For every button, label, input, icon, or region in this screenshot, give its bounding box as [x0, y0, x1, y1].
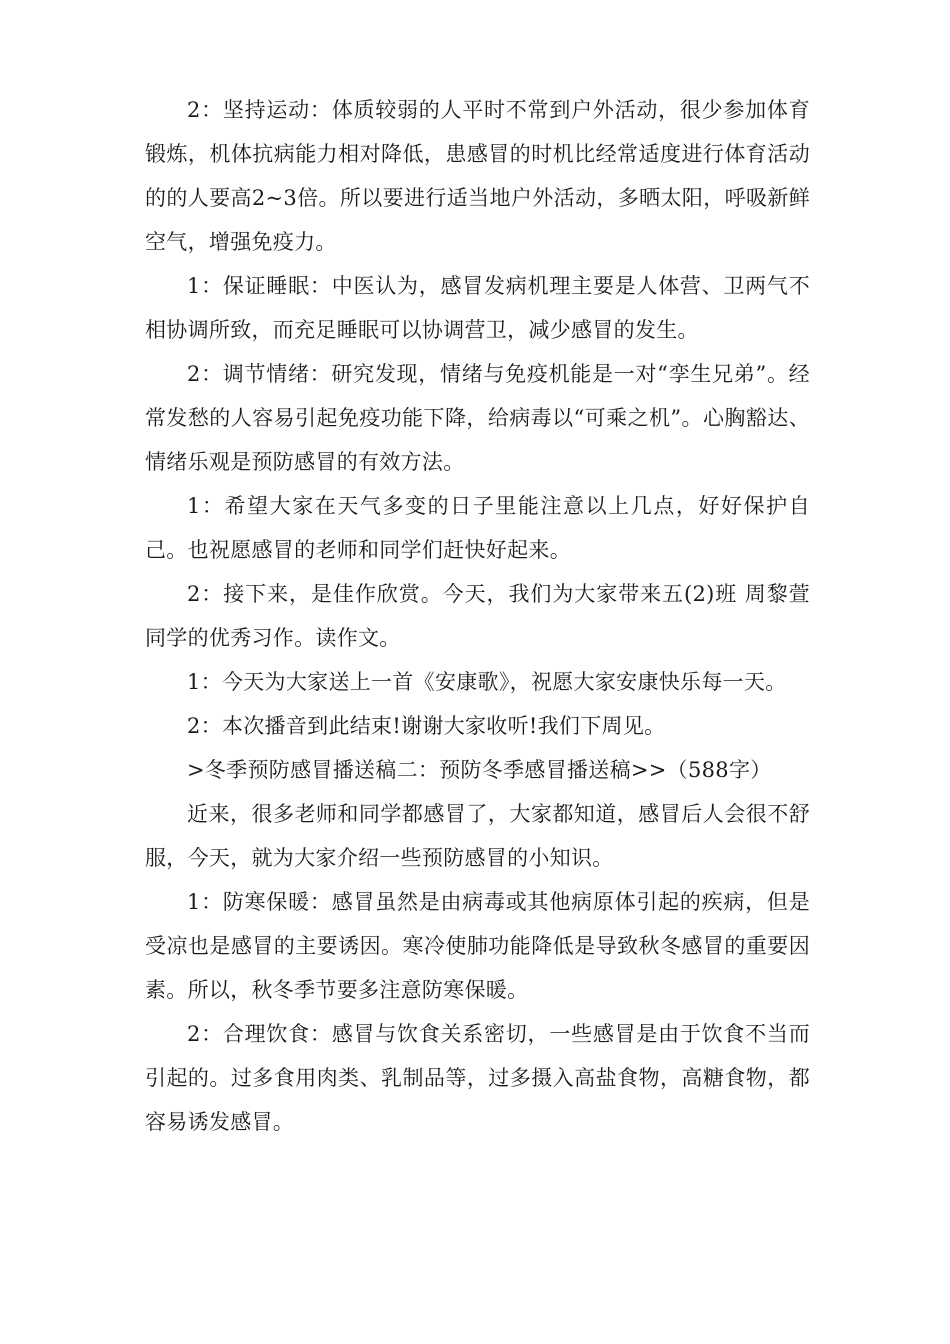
paragraph-wishes: 1：希望大家在天气多变的日子里能注意以上几点，好好保护自己。也祝愿感冒的老师和同学们赶快好起来。	[145, 494, 810, 562]
document-body	[145, 88, 810, 1144]
paragraph-song: 1：今天为大家送上一首《安康歌》，祝愿大家安康快乐每一天。	[187, 670, 787, 694]
paragraph-exercise: 2：坚持运动：体质较弱的人平时不常到户外活动，很少参加体育锻炼，机体抗病能力相对降低，患感冒的时机比经常适度进行体育活动的的人要高2~3倍。所以要进行适当地户外活动，多晒太阳，呼吸新鲜空气，增强免疫力。	[145, 98, 810, 254]
paragraph-diet: 2：合理饮食：感冒与饮食关系密切，一些感冒是由于饮食不当而引起的。过多食用肉类、乳制品等，过多摄入高盐食物，高糖食物，都容易诱发感冒。	[145, 1022, 810, 1134]
paragraph-keep-warm: 1：防寒保暖：感冒虽然是由病毒或其他病原体引起的疾病，但是受凉也是感冒的主要诱因。寒冷使肺功能降低是导致秋冬感冒的重要因素。所以，秋冬季节要多注意防寒保暖。	[145, 890, 810, 1002]
paragraph-emotion: 2：调节情绪：研究发现，情绪与免疫机能是一对“孪生兄弟”。经常发愁的人容易引起免疫功能下降，给病毒以“可乘之机”。心胸豁达、情绪乐观是预防感冒的有效方法。	[145, 362, 810, 474]
section-heading-second-script: >冬季预防感冒播送稿二：预防冬季感冒播送稿>>（588字）	[187, 758, 772, 782]
paragraph-sleep: 1：保证睡眠：中医认为，感冒发病机理主要是人体营、卫两气不相协调所致，而充足睡眠可以协调营卫，减少感冒的发生。	[145, 274, 810, 342]
paragraph-closing: 2：本次播音到此结束!谢谢大家收听!我们下周见。	[187, 714, 666, 738]
paragraph-recent-colds: 近来，很多老师和同学都感冒了，大家都知道，感冒后人会很不舒服，今天，就为大家介绍一些预防感冒的小知识。	[145, 802, 810, 870]
paragraph-essay-intro: 2：接下来，是佳作欣赏。今天，我们为大家带来五(2)班 周黎萱同学的优秀习作。读作文。	[145, 582, 810, 650]
